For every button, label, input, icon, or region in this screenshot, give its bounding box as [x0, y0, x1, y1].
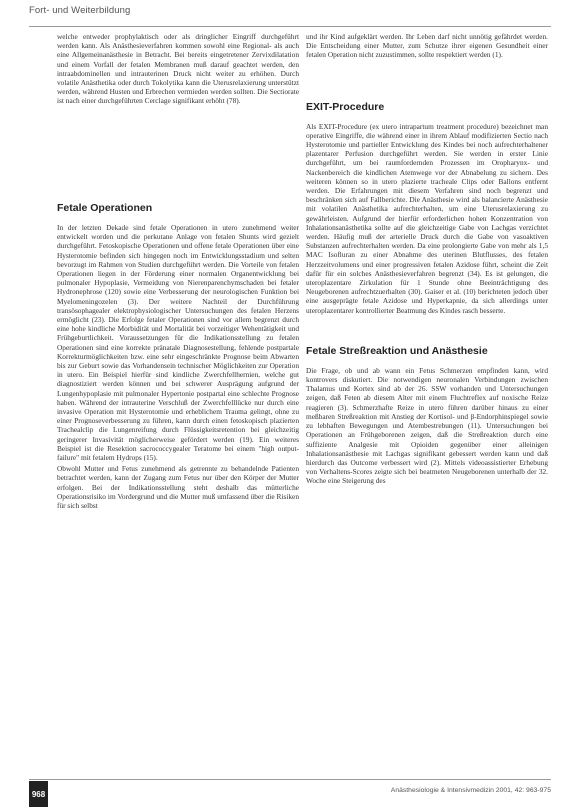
paragraph-fetale-operationen-1: In der letzten Dekade sind fetale Operationen in utero zunehmend weiter entwickelt worden und die perkutane Anlage von fetalen Shunts wird gezielt durchgeführt. Fetoskopische Operationen und offene fetale Operationen über eine Hysterotomie befinden sich hingegen noch im Entwicklungsstadium und selten bevorzugt im Rahmen von Studien durchgeführt werden. Die Vorteile von fetalen Operationen liegen in der Förderung einer normalen Organentwicklung bei pulmonaler Hypoplasie, Vermeidung von Nierenparenchymschaden bei fetaler Hydronephrose (120) sowie eine Verbesserung der neurologischen Funktion bei Myelomeningozelen (3). Der weitere Nachteil der Durchführung transösophagealer elektrophysiologischer Untersuchungen des fetalen Herzens ermöglicht (23). Die Erfolge fetaler Operationen sind vor allem begrenzt durch eine hohe kindliche Morbidität und Mortalität bei vorzeitiger Wehentätigkeit und Frühgeburtlichkeit. Voraussetzungen für die Indikationsstellung zu fetalen Operationen sind eine korrekte pränatale Diagnosestellung, fehlende postpartale Korrekturmöglichkeiten bzw. eine sehr eingeschränkte Prognose beim Abwarten bis zur Geburt sowie das Vorhandensein technischer Möglichkeiten zur Operation in utero. Ein Beispiel hierfür sind kindliche Zwerchfellhernien, welche gut diagnostiziert werden können und bei schwerer Ausprägung aufgrund der Lungenhypoplasie mit pulmonaler Hypertonie postpartal eine schlechte Prognose haben. Während der intrauterine Verschluß der Zwerchfelllücke nur durch eine invasive Operation mit Hysterotomie und erheblichem Trauma gelingt, ohne zu einer Prognoseverbesserung zu führen, kann durch einen fetoskopisch plazierten Trachealclip die Lungenreifung durch Flüssigkeitsretention bei gleichzeitig geringerer Invasivität möglicherweise gefördert werden (19). Ein weiteres Beispiel ist die Resektion sacrococcygealer Teratome bei einem "high output-failure" mit fetalem Hydrops (15).	[57, 223, 299, 463]
paragraph-intro-left: welche entweder prophylaktisch oder als dringlicher Eingriff durchgeführt werden kann. Als Anästhesieverfahren kommen sowohl eine Regional- als auch eine Allgemeinanästhesie in Betracht. Bei bereits eingetretener Zervixdilatation und einem Vorfall der fetalen Membranen muß darauf geachtet werden, den intraabdominellen und intrauterinen Druck nicht weiter zu erhöhen. Durch volatile Anästhetika oder durch Tokolytika kann die Uterusrelaxierung unterstützt werden, während Husten und Erbrechen vermieden werden sollten. Die Sectiorate ist nach einer durchgeführten Cerclage signifikant erhöht (78).	[57, 32, 299, 106]
right-column	[306, 32, 548, 486]
header-divider	[29, 26, 551, 27]
journal-reference: Anästhesiologie & Intensivmedizin 2001, 42: 963-975	[390, 787, 551, 794]
heading-fetale-stressreaktion: Fetale Streßreaktion und Anästhesie	[306, 344, 488, 357]
running-header: Fort- und Weiterbildung	[29, 5, 131, 16]
page-number: 968	[29, 781, 48, 807]
paragraph-fetale-operationen-2: Obwohl Mutter und Fetus zunehmend als getrennte zu behandelnde Patienten betrachtet werden, kann der Zugang zum Fetus nur über den Körper der Mutter erfolgen. Bei der Indikationsstellung steht deshalb das mütterliche Operationsrisiko im Vordergrund und die Mutter muß umfassend über die Risiken für sich selbst	[57, 464, 299, 511]
heading-fetale-operationen: Fetale Operationen	[57, 202, 153, 214]
paragraph-exit-procedure: Als EXIT-Procedure (ex utero intrapartum treatment procedure) bezeichnet man operative Eingriffe, die während einer in ihrem Ablauf modifizierten Sectio nach Hysterotomie und partieller Entwicklung des Kindes bei noch aufrechterhaltener plazentarer Perfusion durchgeführt werden. Sie werden in erster Linie durchgeführt, um bei raumfordernden Prozessen im Oropharynx- und Nackenbereich die kindlichen Atemwege vor der Abnabelung zu sichern. Des weiteren können so in utero plazierte tracheale Clips oder Ballons entfernt werden. Die Erfahrungen mit diesem Verfahren sind noch begrenzt und beschränken sich auf Fallberichte. Die Anästhesie wird als balancierte Anästhesie mit volatilen Anästhetika aufrechterhalten, um eine Uterusrelaxierung zu gewährleisten. Aufgrund der hierfür erforderlichen hohen Konzentration von Inhalationsanästhetika sollte auf die gleichzeitige Gabe von Lachgas verzichtet werden. Häufig muß der arterielle Druck durch die Gabe von vasoaktiven Substanzen aufrechterhalten werden. Da eine prolongierte Gabe von mehr als 1,5 MAC Isofluran zu einer Abnahme des uterinen Blutflusses, des fetalen Herzzeitvolumens und einer progressiven fetalen Azidose führt, scheint die Zeit dafür für ein solches Anästhesieverfahren begrenzt (34). Es ist gelungen, die uteroplazentare Zirkulation für 1 Stunde ohne Beeinträchtigung des Neugeborenen aufrechtzuerhalten (30). Gaiser et al. (10) berichteten jedoch über eine ausgeprägte fetale Azidose und Hyperkapnie, da sich allerdings unter uteroplazentarer kontrollierter Beatmung des Kindes rasch besserte.	[306, 121, 548, 315]
heading-exit-procedure: EXIT-Procedure	[306, 100, 385, 113]
left-column	[57, 32, 299, 510]
paragraph-fetale-stressreaktion: Die Frage, ob und ab wann ein Fetus Schmerzen empfinden kann, wird kontrovers diskutiert. Die notwendigen neuronalen Verbindungen zwischen Thalamus und Kortex sind ab der 26. SSW vorhanden und Untersuchungen zeigen, daß Feten ab diesem Alter mit einem Fluchtreflex auf noxische Reize reagieren (3). Schmerzhafte Reize in utero führen darüber hinaus zu einer meßbaren Streßreaktion mit Anstieg der Kortisol- und β-Endorphinspiegel sowie zu lebhaften Bewegungen und Atembestrebungen (11). Untersuchungen bei Operationen an Frühgeborenen zeigen, daß die Streßreaktion durch eine suffiziente Analgesie mit Opioiden gegenüber einer alleinigen Inhalationsanästhesie mit Lachgas signifikant gebessert werden kann und daß hierdurch das Outcome verbessert wird (2). Mittels videoassistierter Erhebung von Verhaltens-Scores zeigte sich bei beatmeten Neugeborenen unterhalb der 32. Woche eine Steigerung des	[306, 365, 548, 486]
paragraph-intro-right: und ihr Kind aufgeklärt werden. Ihr Leben darf nicht unnötig gefährdet werden. Die Entscheidung einer Mutter, zum Schutze ihrer eigenen Gesundheit einer fetalen Operation nicht zuzustimmen, sollte respektiert werden (1).	[306, 32, 548, 60]
footer-divider	[29, 779, 551, 780]
